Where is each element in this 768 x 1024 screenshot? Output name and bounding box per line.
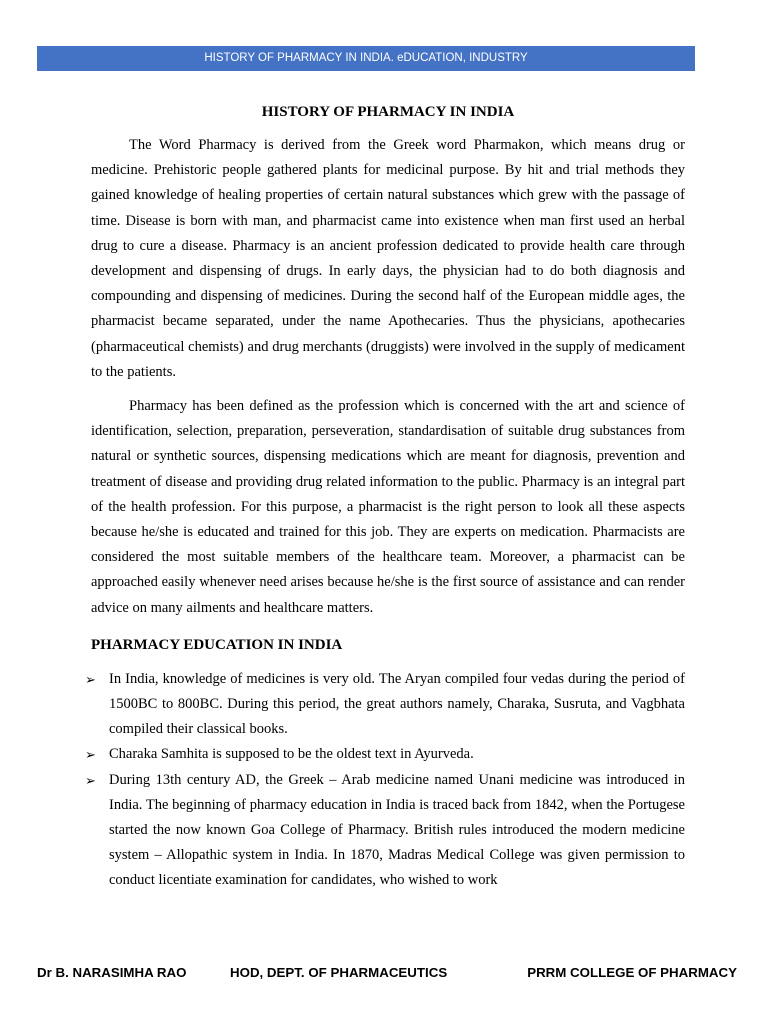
list-item-text: During 13th century AD, the Greek – Arab medicine named Unani medicine was introduced in India. The beginning of pharmacy education in India is traced back from 1842, when the Portugese started the now known Goa College of Pharmacy. British rules introduced the modern medicine system – Allopathic system in India. In 1870, Madras Medical College was given permission to conduct licentiate examination for candidates, who wished to work	[109, 771, 685, 889]
arrow-bullet-icon: ➢	[85, 772, 96, 788]
list-item	[85, 667, 685, 743]
paragraph: Pharmacy has been defined as the profession which is concerned with the art and science of identification, selection, preparation, perseveration, standardisation of suitable drug substances from natural or synthetic sources, dispensing medications which are meant for diagnosis, prevention and treatment of disease and providing drug related information to the public. Pharmacy is an integral part of the health profession. For this purpose, a pharmacist is the right person to look all these aspects because he/she is educated and trained for this job. They are experts on medication. Pharmacists are considered the most suitable members of the healthcare team. Moreover, a pharmacist can be approached easily whenever need arises because he/she is the first source of assistance and can render advice on many ailments and healthcare matters.	[91, 398, 685, 616]
list-item	[85, 742, 685, 767]
arrow-bullet-icon: ➢	[85, 671, 96, 687]
document-body	[85, 100, 685, 894]
header-banner	[37, 46, 695, 71]
section-title-education: PHARMACY EDUCATION IN INDIA	[91, 636, 343, 653]
header-banner-text: HISTORY OF PHARMACY IN INDIA. eDUCATION, INDUSTRY	[204, 52, 528, 64]
footer-college: PRRM COLLEGE OF PHARMACY	[527, 965, 737, 980]
list-item-text: Charaka Samhita is supposed to be the oldest text in Ayurveda.	[109, 746, 474, 763]
arrow-bullet-icon: ➢	[85, 747, 96, 763]
footer-author: Dr B. NARASIMHA RAO	[37, 965, 187, 980]
list-item	[85, 768, 685, 894]
footer-department: HOD, DEPT. OF PHARMACEUTICS	[230, 965, 448, 980]
list-item-text: In India, knowledge of medicines is very old. The Aryan compiled four vedas during the period of 1500BC to 800BC. During this period, the great authors namely, Charaka, Susruta, and Vagbhata compiled their classical books.	[109, 670, 685, 738]
bullet-list	[85, 667, 685, 894]
section-title-history: HISTORY OF PHARMACY IN INDIA	[261, 104, 515, 120]
paragraph: The Word Pharmacy is derived from the Greek word Pharmakon, which means drug or medicine. Prehistoric people gathered plants for medicinal purpose. By hit and trial methods they gained knowledge of healing properties of certain natural substances which grew with the passage of time. Disease is born with man, and pharmacist came into existence when man first used an herbal drug to cure a disease. Pharmacy is an ancient profession dedicated to provide health care through development and dispensing of drugs. In early days, the physician had to do both diagnosis and compounding and dispensing of medicines. During the second half of the European middle ages, the pharmacist became separated, under the name Apothecaries. Thus the physicians, apothecaries (pharmaceutical chemists) and drug merchants (druggists) were involved in the supply of medicament to the patients.	[91, 137, 685, 380]
page-footer	[37, 962, 737, 984]
